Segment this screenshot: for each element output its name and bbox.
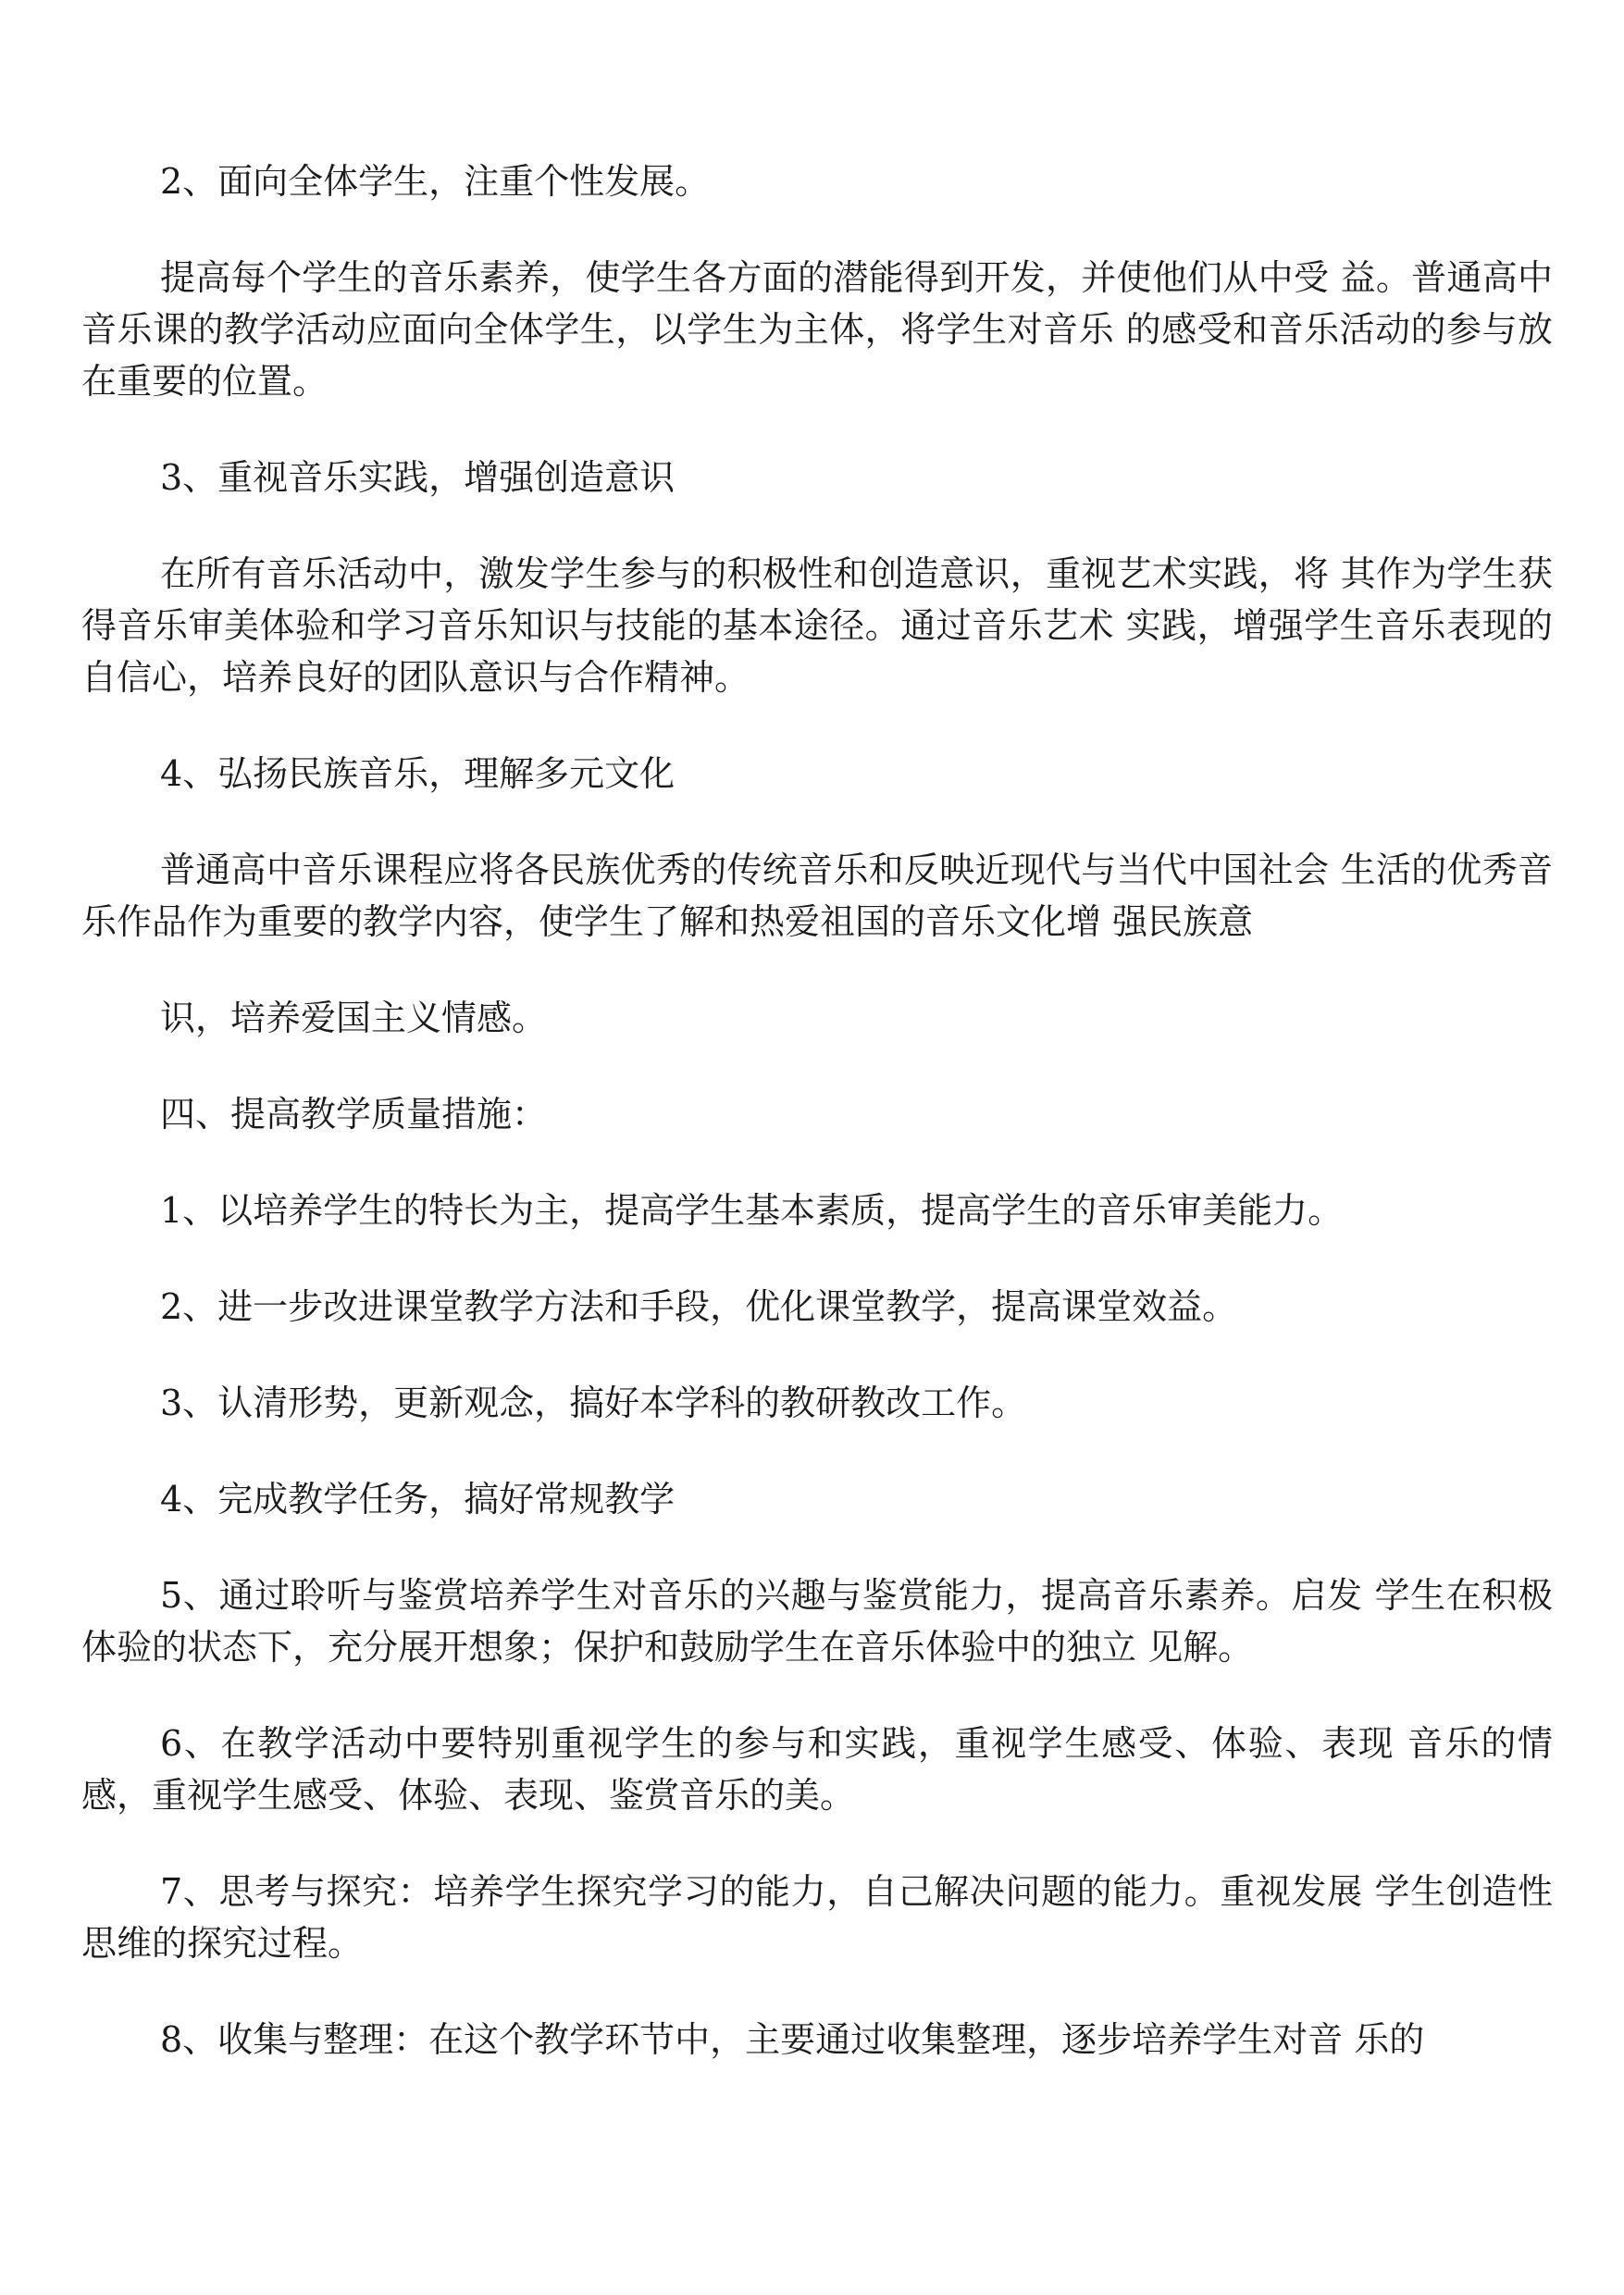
paragraph-item-4-body: 普通高中音乐课程应将各民族优秀的传统音乐和反映近现代与当代中国社会 生活的优秀音乐作品作为重要的教学内容，使学生了解和热爱祖国的音乐文化增 强民族意: [81, 850, 1553, 942]
paragraph-item-2-heading: 2、面向全体学生，注重个性发展。: [160, 161, 711, 202]
paragraph-item-4-body-continued: 识，培养爱国主义情感。: [160, 998, 548, 1038]
measure-item-7: 7、思考与探究：培养学生探究学习的能力，自己解决问题的能力。重视发展 学生创造性思维的探究过程。: [81, 1871, 1553, 1964]
measure-item-6: 6、在教学活动中要特别重视学生的参与和实践，重视学生感受、体验、表现 音乐的情感，重视学生感受、体验、表现、鉴赏音乐的美。: [81, 1723, 1553, 1816]
paragraph-item-3-body: 在所有音乐活动中，激发学生参与的积极性和创造意识，重视艺术实践，将 其作为学生获得音乐审美体验和学习音乐知识与技能的基本途径。通过音乐艺术 实践，增强学生音乐表现的自信心，培养良好的团队意识与合作精神。: [81, 553, 1553, 698]
measure-item-2: 2、进一步改进课堂教学方法和手段，优化课堂教学，提高课堂效益。: [160, 1286, 1238, 1327]
section-heading-measures: 四、提高教学质量措施：: [160, 1094, 548, 1135]
measure-item-5: 5、通过聆听与鉴赏培养学生对音乐的兴趣与鉴赏能力，提高音乐素养。启发 学生在积极体验的状态下，充分展开想象；保护和鼓励学生在音乐体验中的独立 见解。: [81, 1575, 1553, 1668]
measure-item-3: 3、认清形势，更新观念，搞好本学科的教研教改工作。: [160, 1383, 1027, 1423]
measure-item-4: 4、完成教学任务，搞好常规教学: [160, 1479, 676, 1520]
measure-item-8: 8、收集与整理：在这个教学环节中，主要通过收集整理，逐步培养学生对音 乐的: [160, 2019, 1425, 2060]
paragraph-item-2-body: 提高每个学生的音乐素养，使学生各方面的潜能得到开发，并使他们从中受 益。普通高中音乐课的教学活动应面向全体学生，以学生为主体，将学生对音乐 的感受和音乐活动的参与放在重要的位置。: [81, 257, 1553, 402]
paragraph-item-4-heading: 4、弘扬民族音乐，理解多元文化: [160, 753, 676, 794]
measure-item-1: 1、以培养学生的特长为主，提高学生基本素质，提高学生的音乐审美能力。: [160, 1190, 1344, 1231]
document-body: [81, 155, 1553, 2066]
paragraph-item-3-heading: 3、重视音乐实践，增强创造意识: [160, 457, 676, 498]
